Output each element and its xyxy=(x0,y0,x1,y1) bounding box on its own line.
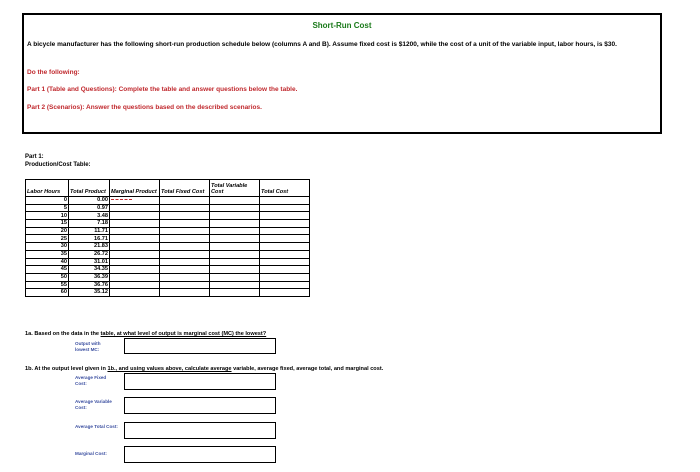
total-fixed-cost-cell[interactable] xyxy=(160,197,210,205)
total-cost-cell[interactable] xyxy=(260,266,310,274)
table-row xyxy=(26,250,310,258)
output-lowest-mc-label: Output with lowest MC: xyxy=(75,341,101,352)
total-fixed-cost-cell[interactable] xyxy=(160,281,210,289)
total-variable-cost-cell[interactable] xyxy=(210,220,260,228)
mc-label: Marginal Cost: xyxy=(75,451,107,456)
labor-hours-cell: 15 xyxy=(26,220,69,228)
table-row xyxy=(26,235,310,243)
total-variable-cost-cell[interactable] xyxy=(210,273,260,281)
total-fixed-cost-cell[interactable] xyxy=(160,235,210,243)
total-fixed-cost-cell[interactable] xyxy=(160,266,210,274)
total-product-cell: 26.72 xyxy=(69,250,110,258)
marginal-product-cell[interactable] xyxy=(110,266,160,274)
total-variable-cost-cell[interactable] xyxy=(210,212,260,220)
total-cost-cell[interactable] xyxy=(260,281,310,289)
table-row xyxy=(26,212,310,220)
table-row xyxy=(26,227,310,235)
output-lowest-mc-input[interactable] xyxy=(124,338,276,354)
col-total-cost: Total Cost xyxy=(260,180,310,197)
table-row xyxy=(26,243,310,251)
total-variable-cost-cell[interactable] xyxy=(210,197,260,205)
total-product-cell: 36.39 xyxy=(69,273,110,281)
total-cost-cell[interactable] xyxy=(260,250,310,258)
table-title: Production/Cost Table: xyxy=(25,162,91,168)
marginal-product-cell[interactable] xyxy=(110,273,160,281)
table-row xyxy=(26,266,310,274)
instructions-part2: Part 2 (Scenarios): Answer the questions based on the described scenarios. xyxy=(27,104,262,111)
production-cost-table xyxy=(25,179,310,297)
total-cost-cell[interactable] xyxy=(260,220,310,228)
question-1b: 1b. At the output level given in 1b., and using values above, calculate average variable, average fixed, average total, and marginal cost. xyxy=(25,366,384,372)
marginal-product-cell[interactable] xyxy=(110,243,160,251)
marginal-product-cell[interactable] xyxy=(110,281,160,289)
total-fixed-cost-cell[interactable] xyxy=(160,273,210,281)
total-product-cell: 0.97 xyxy=(69,204,110,212)
labor-hours-cell: 55 xyxy=(26,281,69,289)
total-cost-cell[interactable] xyxy=(260,235,310,243)
col-total-fixed-cost: Total Fixed Cost xyxy=(160,180,210,197)
table-row xyxy=(26,289,310,297)
total-product-cell: 34.35 xyxy=(69,266,110,274)
total-cost-cell[interactable] xyxy=(260,289,310,297)
marginal-product-cell[interactable] xyxy=(110,227,160,235)
labor-hours-cell: 20 xyxy=(26,227,69,235)
labor-hours-cell: 50 xyxy=(26,273,69,281)
afc-input[interactable] xyxy=(124,373,276,390)
labor-hours-cell: 45 xyxy=(26,266,69,274)
marginal-product-cell[interactable] xyxy=(110,250,160,258)
total-product-cell: 11.71 xyxy=(69,227,110,235)
total-cost-cell[interactable] xyxy=(260,212,310,220)
col-total-product: Total Product xyxy=(69,180,110,197)
page-title: Short-Run Cost xyxy=(312,21,372,30)
marginal-product-cell[interactable] xyxy=(110,258,160,266)
avc-label: Average Variable Cost: xyxy=(75,399,112,410)
table-row xyxy=(26,281,310,289)
total-cost-cell[interactable] xyxy=(260,197,310,205)
part-label: Part 1: xyxy=(25,154,44,160)
table-row xyxy=(26,273,310,281)
labor-hours-cell: 5 xyxy=(26,204,69,212)
total-variable-cost-cell[interactable] xyxy=(210,258,260,266)
problem-intro: A bicycle manufacturer has the following short-run production schedule below (columns A and B). Assume fixed cost is $1200, while the cost of a unit of the variable input, labor hours, is $30. xyxy=(27,41,617,48)
labor-hours-cell: 10 xyxy=(26,212,69,220)
total-fixed-cost-cell[interactable] xyxy=(160,227,210,235)
total-variable-cost-cell[interactable] xyxy=(210,235,260,243)
marginal-product-cell[interactable] xyxy=(110,235,160,243)
total-cost-cell[interactable] xyxy=(260,258,310,266)
atc-label: Average Total Cost: xyxy=(75,424,118,429)
total-variable-cost-cell[interactable] xyxy=(210,227,260,235)
table-row xyxy=(26,197,310,205)
total-variable-cost-cell[interactable] xyxy=(210,243,260,251)
total-product-cell: 35.12 xyxy=(69,289,110,297)
total-product-cell: 7.18 xyxy=(69,220,110,228)
total-product-cell: 31.01 xyxy=(69,258,110,266)
table-row xyxy=(26,204,310,212)
total-variable-cost-cell[interactable] xyxy=(210,204,260,212)
col-marginal-product: Marginal Product xyxy=(110,180,160,197)
total-variable-cost-cell[interactable] xyxy=(210,266,260,274)
instructions-part1: Part 1 (Table and Questions): Complete the table and answer questions below the table. xyxy=(27,86,298,93)
not-applicable-dash xyxy=(111,199,132,200)
col-labor-hours: Labor Hours xyxy=(26,180,69,197)
total-cost-cell[interactable] xyxy=(260,204,310,212)
labor-hours-cell: 40 xyxy=(26,258,69,266)
marginal-product-cell[interactable] xyxy=(110,212,160,220)
part1-heading xyxy=(25,153,91,169)
marginal-product-cell xyxy=(110,197,160,205)
table-row xyxy=(26,220,310,228)
avc-input[interactable] xyxy=(124,397,276,414)
atc-input[interactable] xyxy=(124,422,276,439)
labor-hours-cell: 0 xyxy=(26,197,69,205)
total-product-cell: 21.83 xyxy=(69,243,110,251)
labor-hours-cell: 30 xyxy=(26,243,69,251)
total-product-cell: 36.76 xyxy=(69,281,110,289)
total-variable-cost-cell[interactable] xyxy=(210,281,260,289)
total-product-cell: 3.48 xyxy=(69,212,110,220)
instructions-panel xyxy=(22,13,662,134)
total-fixed-cost-cell[interactable] xyxy=(160,250,210,258)
marginal-product-cell[interactable] xyxy=(110,204,160,212)
total-fixed-cost-cell[interactable] xyxy=(160,243,210,251)
marginal-product-cell[interactable] xyxy=(110,220,160,228)
total-variable-cost-cell[interactable] xyxy=(210,289,260,297)
mc-input[interactable] xyxy=(124,446,276,463)
total-cost-cell[interactable] xyxy=(260,227,310,235)
labor-hours-cell: 25 xyxy=(26,235,69,243)
total-fixed-cost-cell[interactable] xyxy=(160,289,210,297)
col-total-variable-cost: Total Variable Cost xyxy=(210,180,260,197)
question-1a: 1a. Based on the data in the table, at what level of output is marginal cost (MC) the lowest? xyxy=(25,331,267,337)
labor-hours-cell: 35 xyxy=(26,250,69,258)
total-product-cell: 0.00 xyxy=(69,197,110,205)
total-fixed-cost-cell[interactable] xyxy=(160,204,210,212)
total-fixed-cost-cell[interactable] xyxy=(160,212,210,220)
total-cost-cell[interactable] xyxy=(260,273,310,281)
total-fixed-cost-cell[interactable] xyxy=(160,220,210,228)
total-product-cell: 16.71 xyxy=(69,235,110,243)
total-cost-cell[interactable] xyxy=(260,243,310,251)
total-fixed-cost-cell[interactable] xyxy=(160,258,210,266)
table-row xyxy=(26,258,310,266)
marginal-product-cell[interactable] xyxy=(110,289,160,297)
afc-label: Average Fixed Cost: xyxy=(75,375,107,386)
instructions-heading: Do the following: xyxy=(27,69,80,76)
total-variable-cost-cell[interactable] xyxy=(210,250,260,258)
labor-hours-cell: 60 xyxy=(26,289,69,297)
